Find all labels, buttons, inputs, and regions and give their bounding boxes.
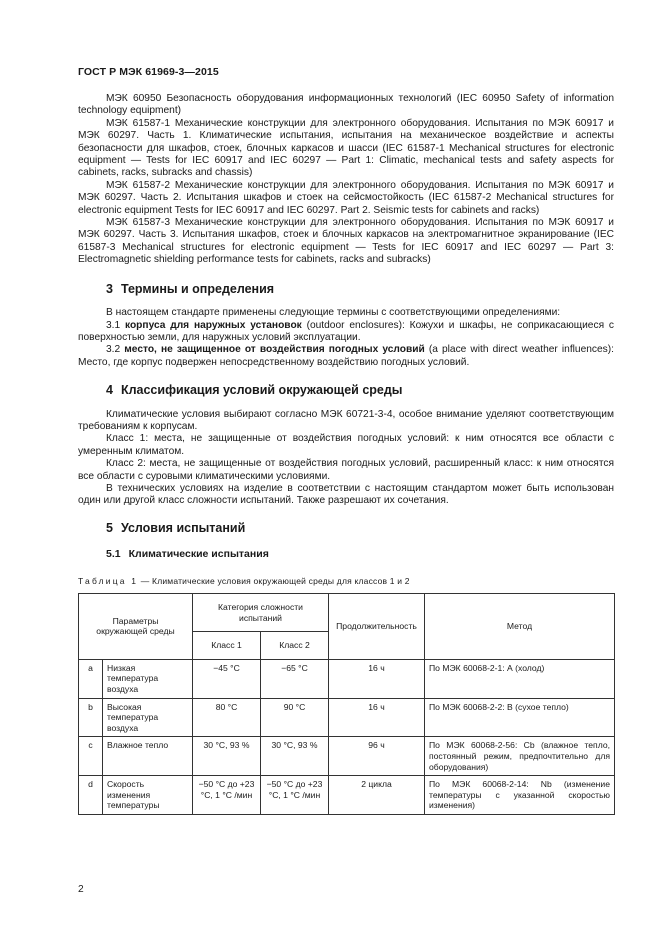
row-class-2: −50 °С до +23 °С, 1 °С /мин xyxy=(261,776,329,815)
row-parameter: Влажное тепло xyxy=(103,737,193,776)
row-duration: 96 ч xyxy=(329,737,425,776)
row-symbol: d xyxy=(79,776,103,815)
section-4-paragraph: В технических условиях на изделие в соответствии с настоящим стандартом может быть использован один или другой класс сложности испытаний. Также разрешают их сочетания. xyxy=(78,482,614,507)
term-name: место, не защищенное от воздействия погодных условий xyxy=(124,344,425,356)
term-name: корпуса для наружных установок xyxy=(125,319,302,331)
term-number: 3.2 xyxy=(106,344,121,356)
row-class-2: 30 °С, 93 % xyxy=(261,737,329,776)
table-row xyxy=(79,776,615,815)
subsection-5-1-heading xyxy=(78,548,614,560)
row-parameter: Скорость изменения температуры xyxy=(103,776,193,815)
table-caption-text: — Климатические условия окружающей среды для классов 1 и 2 xyxy=(138,575,410,586)
reference-iec-61587-1: МЭК 61587-1 Механические конструкции для электронного оборудования. Испытания по МЭК 60917 и МЭК 60297. Часть 1. Климатические испытания, испытания на механическое воздействие и аспекты безопасности для шкафов, стоек, блочных каркасов и шасси (IEC 61587-1 Mechanical structures for electronic equipment — Tests for IEC 60917 and IEC 60297 — Part 1: Climatic, mechanical tests and safety aspects for cabinets, racks, subracks and chassis) xyxy=(78,117,614,179)
document-header: ГОСТ Р МЭК 61969-3—2015 xyxy=(78,66,219,78)
row-method: По МЭК 60068-2-2: В (сухое тепло) xyxy=(425,698,615,737)
climatic-conditions-table xyxy=(78,593,615,815)
reference-iec-61587-3: МЭК 61587-3 Механические конструкции для электронного оборудования. Испытания по МЭК 60917 и МЭК 60297. Часть 3. Испытания шкафов, стоек и блочных каркасов на электромагнитное экранирование (IEC 61587-3 Mechanical structures for electronic equipment — Tests for IEC 60917 and IEC 60297 — Part 3: Electromagnetic shielding performance tests for cabinets, racks and subracks) xyxy=(78,217,614,266)
term-definition: (a place with direct weather influences): Место, где корпус подвержен непосредственному воздействию погодных условий. xyxy=(78,344,614,368)
row-symbol: b xyxy=(79,698,103,737)
row-duration: 2 цикла xyxy=(329,776,425,815)
table-caption xyxy=(78,575,614,587)
table-row xyxy=(79,698,615,737)
row-class-2: −65 °С xyxy=(261,659,329,698)
header-category: Категория сложности испытаний xyxy=(193,594,329,632)
table-row xyxy=(79,737,615,776)
row-duration: 16 ч xyxy=(329,698,425,737)
table-caption-label: Таблица 1 xyxy=(78,575,139,586)
term-3-2 xyxy=(78,344,614,369)
row-class-1: 80 °С xyxy=(193,698,261,737)
section-number: 5 xyxy=(106,520,113,535)
table-header-row xyxy=(79,594,615,632)
section-number: 4 xyxy=(106,383,113,398)
section-title: Условия испытаний xyxy=(120,520,246,535)
page-number: 2 xyxy=(78,884,84,895)
row-symbol: a xyxy=(79,659,103,698)
section-3-intro: В настоящем стандарте применены следующие термины с соответствующими определениями: xyxy=(106,307,561,319)
row-duration: 16 ч xyxy=(329,659,425,698)
section-3-heading xyxy=(78,283,614,295)
section-4-paragraph: Класс 2: места, не защищенные от воздействия погодных условий, расширенный класс: к ним относятся все области с суровыми климатическими условиями. xyxy=(78,458,614,482)
term-3-1 xyxy=(78,320,614,345)
section-4-paragraph: Класс 1: места, не защищенные от воздействия погодных условий: к ним относятся все области с умеренным климатом. xyxy=(78,433,614,457)
term-number: 3.1 xyxy=(106,319,121,331)
header-method: Метод xyxy=(425,594,615,660)
row-method: По МЭК 60068-2-1: А (холод) xyxy=(425,659,615,698)
subsection-title: Климатические испытания xyxy=(128,548,269,561)
header-class-1: Класс 1 xyxy=(193,632,261,660)
subsection-number: 5.1 xyxy=(106,548,121,561)
row-class-2: 90 °С xyxy=(261,698,329,737)
section-4-paragraph: Климатические условия выбирают согласно МЭК 60721-3-4, особое внимание уделяют соответствующим требованиям к корпусам. xyxy=(78,408,614,432)
row-class-1: −50 °С до +23 °С, 1 °С /мин xyxy=(193,776,261,815)
term-definition: (outdoor enclosures): Кожухи и шкафы, не соприкасающиеся с поверхностью земли, для наружных условий эксплуатации. xyxy=(78,319,614,343)
section-number: 3 xyxy=(106,281,113,296)
row-class-1: 30 °С, 93 % xyxy=(193,737,261,776)
section-title: Классификация условий окружающей среды xyxy=(120,383,403,398)
reference-iec-61587-2: МЭК 61587-2 Механические конструкции для электронного оборудования. Испытания по МЭК 60917 и МЭК 60297. Часть 2. Испытания шкафов и стоек на сейсмостойкость (IEC 61587-2 Mechanical structures for electronic equipment Tests for IEC 60917 and IEC 60297. Part 2. Seismic tests for cabinets and racks) xyxy=(78,179,614,216)
header-params: Параметры окружающей среды xyxy=(79,594,193,660)
header-class-2: Класс 2 xyxy=(261,632,329,660)
row-symbol: c xyxy=(79,737,103,776)
section-5-heading xyxy=(78,522,614,534)
header-duration: Продолжительность xyxy=(329,594,425,660)
row-parameter: Высокая температура воздуха xyxy=(103,698,193,737)
section-4-heading xyxy=(78,384,614,396)
row-method: По МЭК 60068-2-56: Cb (влажное тепло, постоянный режим, предпочтительно для оборудования) xyxy=(425,737,615,776)
row-parameter: Низкая температура воздуха xyxy=(103,659,193,698)
row-method: По МЭК 60068-2-14: Nb (изменение температуры с указанной скоростью изменения) xyxy=(425,776,615,815)
row-class-1: −45 °С xyxy=(193,659,261,698)
section-title: Термины и определения xyxy=(120,281,275,296)
page-content xyxy=(78,93,614,815)
table-row xyxy=(79,659,615,698)
reference-iec-60950: МЭК 60950 Безопасность оборудования информационных технологий (IEC 60950 Safety of information technology equipment) xyxy=(78,93,614,117)
